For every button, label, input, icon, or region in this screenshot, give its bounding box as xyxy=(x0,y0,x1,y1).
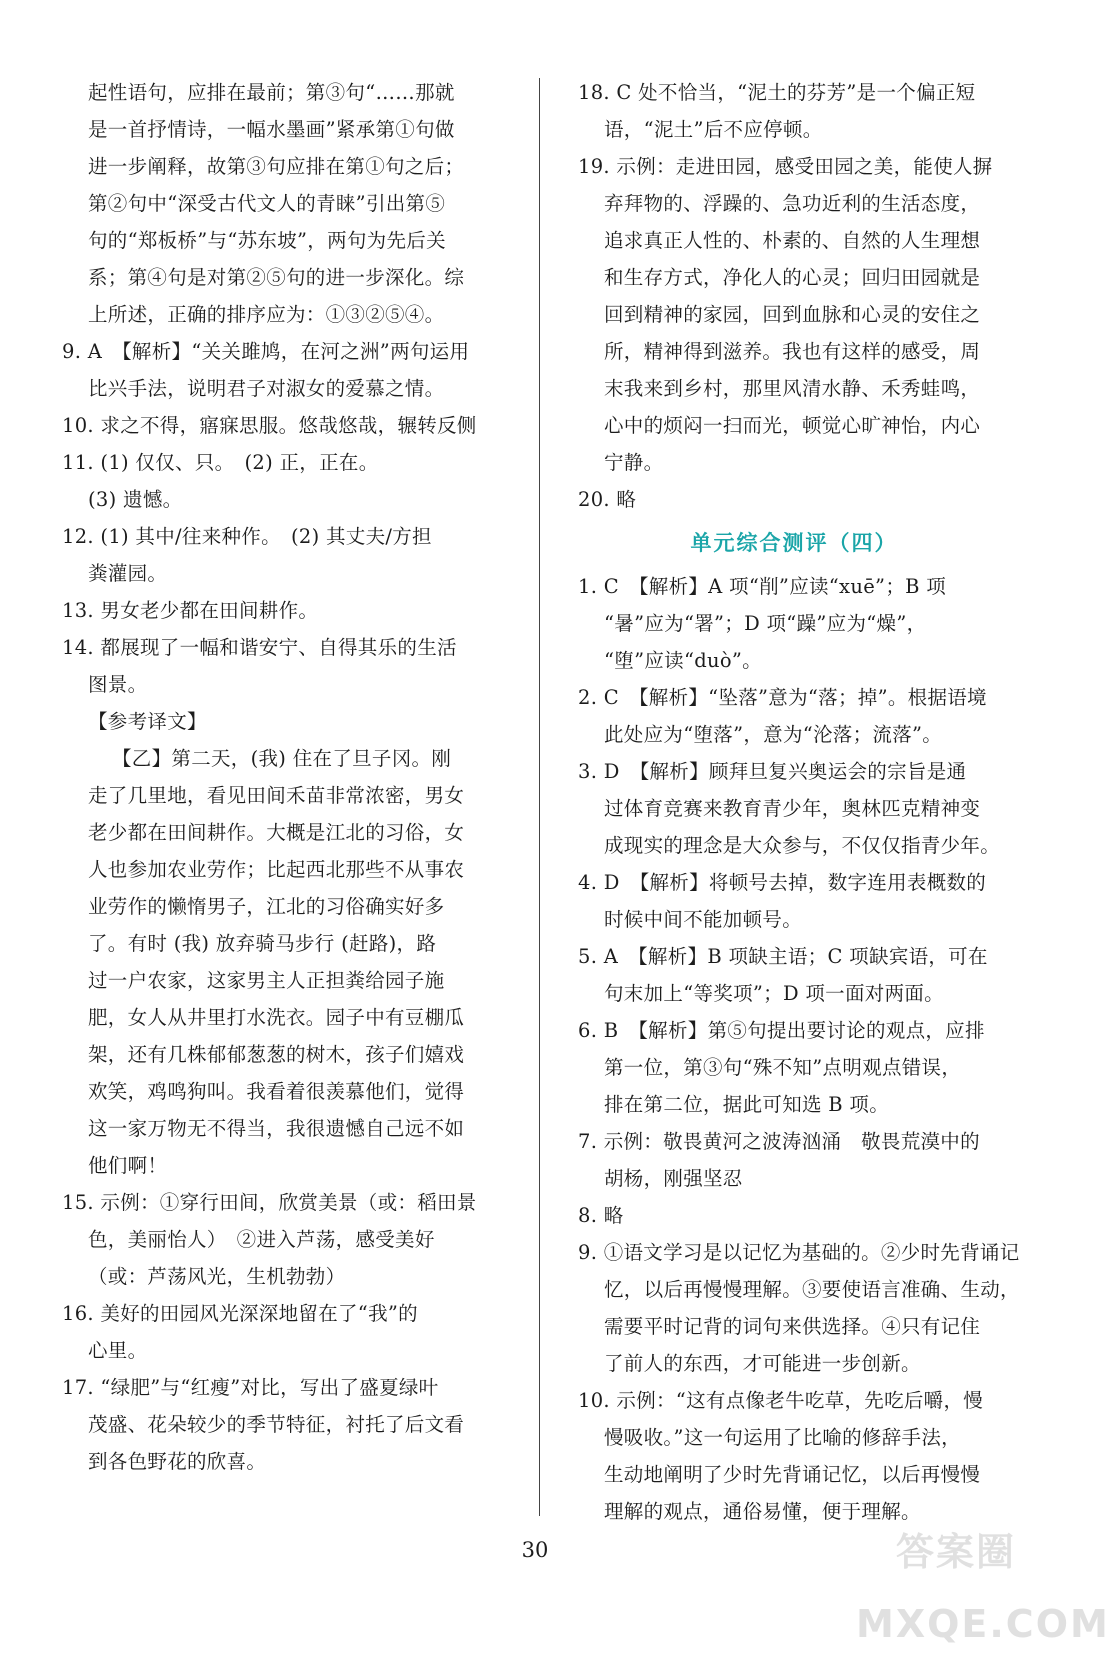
text-line: 胡杨，刚强坚忍 xyxy=(604,1167,743,1190)
text-line: 弃拜物的、浮躁的、急功近利的生活态度， xyxy=(604,192,981,215)
text-line: 10. 示例：“这有点像老牛吃草，先吃后嚼，慢 xyxy=(578,1389,984,1412)
text-line: 宁静。 xyxy=(604,451,664,474)
text-line: 语，“泥土”后不应停顿。 xyxy=(604,118,823,141)
text-line: 17. “绿肥”与“红瘦”对比，写出了盛夏绿叶 xyxy=(62,1376,439,1399)
text-line: 过一户农家，这家男主人正担粪给园子施 xyxy=(88,969,445,992)
text-line: 9. A 【解析】“关关雎鸠，在河之洲”两句运用 xyxy=(62,340,470,363)
text-line: “堕”应读“duò”。 xyxy=(604,649,762,672)
text-line: 进一步阐释，故第③句应排在第①句之后； xyxy=(88,155,465,178)
text-line: 肥，女人从井里打水洗衣。园子中有豆棚瓜 xyxy=(88,1006,465,1029)
text-line: 14. 都展现了一幅和谐安宁、自得其乐的生活 xyxy=(62,636,457,659)
text-line: (3) 遗憾。 xyxy=(88,488,183,511)
text-line: 心中的烦闷一扫而光，顿觉心旷神怡，内心 xyxy=(604,414,981,437)
text-line: 5. A 【解析】B 项缺主语；C 项缺宾语，可在 xyxy=(578,945,988,968)
text-line: 时候中间不能加顿号。 xyxy=(604,908,803,931)
text-line: 第②句中“深受古代文人的青睐”引出第⑤ xyxy=(88,192,446,215)
text-line: 10. 求之不得，寤寐思服。悠哉悠哉，辗转反侧 xyxy=(62,414,477,437)
text-line: 图景。 xyxy=(88,673,148,696)
page-number: 30 xyxy=(521,1538,549,1562)
text-line: 老少都在田间耕作。大概是江北的习俗，女 xyxy=(88,821,465,844)
text-line: 20. 略 xyxy=(578,488,637,511)
text-line: 15. 示例：①穿行田间，欣赏美景（或：稻田景 xyxy=(62,1191,477,1214)
right-column xyxy=(578,74,1020,1530)
text-line: 追求真正人性的、朴素的、自然的人生理想 xyxy=(604,229,981,252)
text-line: 起性语句，应排在最前；第③句“……那就 xyxy=(88,81,455,104)
text-line: 4. D 【解析】将顿号去掉，数字连用表概数的 xyxy=(578,871,987,894)
column-divider xyxy=(539,78,540,1516)
text-line: 了。有时 (我) 放弃骑马步行 (赶路)，路 xyxy=(88,932,437,955)
text-line: 上所述，正确的排序应为：①③②⑤④。 xyxy=(88,303,445,326)
text-line: 此处应为“堕落”，意为“沦落；流落”。 xyxy=(604,723,943,746)
text-line: 8. 略 xyxy=(578,1204,624,1227)
text-line: 9. ①语文学习是以记忆为基础的。②少时先背诵记 xyxy=(578,1241,1020,1264)
text-line: 回到精神的家园，回到血脉和心灵的安住之 xyxy=(604,303,981,326)
text-line: 3. D 【解析】顾拜旦复兴奥运会的宗旨是通 xyxy=(578,760,967,783)
text-line: 1. C 【解析】A 项“削”应读“xuē”；B 项 xyxy=(578,575,947,598)
text-line: 19. 示例：走进田园，感受田园之美，能使人摒 xyxy=(578,155,993,178)
text-line: 这一家万物无不得当，我很遗憾自己远不如 xyxy=(88,1117,465,1140)
text-line: 系；第④句是对第②⑤句的进一步深化。综 xyxy=(88,266,465,289)
text-line: 排在第二位，据此可知选 B 项。 xyxy=(604,1093,890,1116)
text-line: （或：芦荡风光，生机勃勃） xyxy=(88,1265,346,1288)
text-line: 2. C 【解析】“坠落”意为“落；掉”。根据语境 xyxy=(578,686,987,709)
text-line: 色，美丽怡人） ②进入芦荡，感受美好 xyxy=(88,1228,435,1251)
text-line: 比兴手法，说明君子对淑女的爱慕之情。 xyxy=(88,377,445,400)
text-line: 走了几里地，看见田间禾苗非常浓密，男女 xyxy=(88,784,465,807)
text-line: 理解的观点，通俗易懂，便于理解。 xyxy=(604,1500,921,1523)
text-line: 和生存方式，净化人的心灵；回归田园就是 xyxy=(604,266,981,289)
text-line: 生动地阐明了少时先背诵记忆，以后再慢慢 xyxy=(604,1463,981,1486)
text-line: 粪灌园。 xyxy=(88,562,168,585)
text-line: 他们啊！ xyxy=(88,1154,168,1177)
section-heading: 单元综合测评（四） xyxy=(690,531,898,555)
text-line: 【参考译文】 xyxy=(88,710,207,733)
text-line: 架，还有几株郁郁葱葱的树木，孩子们嬉戏 xyxy=(88,1043,465,1066)
text-line: 业劳作的懒惰男子，江北的习俗确实好多 xyxy=(88,895,445,918)
text-line: 忆，以后再慢慢理解。③要使语言准确、生动， xyxy=(604,1278,1020,1301)
text-line: 6. B 【解析】第⑤句提出要讨论的观点，应排 xyxy=(578,1019,985,1042)
text-line: 12. (1) 其中/往来种作。 (2) 其丈夫/方担 xyxy=(62,525,432,548)
text-line: 心里。 xyxy=(88,1339,148,1362)
text-line: 欢笑，鸡鸣狗叫。我看着很羡慕他们，觉得 xyxy=(88,1080,465,1103)
text-line: 末我来到乡村，那里风清水静、禾秀蛙鸣， xyxy=(604,377,981,400)
text-line: 过体育竞赛来教育青少年，奥林匹克精神变 xyxy=(604,797,981,820)
text-line: 7. 示例：敬畏黄河之波涛汹涌 敬畏荒漠中的 xyxy=(578,1130,980,1153)
right-column-top xyxy=(578,74,1010,518)
watermark-logo xyxy=(856,1516,1110,1646)
text-line: 11. (1) 仅仅、只。 (2) 正，正在。 xyxy=(62,451,379,474)
text-line: 是一首抒情诗，一幅水墨画”紧承第①句做 xyxy=(88,118,455,141)
text-line: 了前人的东西，才可能进一步创新。 xyxy=(604,1352,921,1375)
right-column-bottom xyxy=(578,568,1020,1530)
text-line: 第一位，第③句“殊不知”点明观点错误， xyxy=(604,1056,962,1079)
left-column xyxy=(62,74,500,1480)
watermark-text: 答案圈 MXQE.COM xyxy=(856,1530,1110,1646)
text-line: 16. 美好的田园风光深深地留在了“我”的 xyxy=(62,1302,418,1325)
text-line: 18. C 处不恰当，“泥土的芬芳”是一个偏正短 xyxy=(578,81,976,104)
text-line: 【乙】第二天，(我) 住在了旦子冈。刚 xyxy=(112,747,452,770)
text-line: 茂盛、花朵较少的季节特征，衬托了后文看 xyxy=(88,1413,465,1436)
text-line: “暑”应为“署”；D 项“躁”应为“燥”， xyxy=(604,612,927,635)
text-line: 句末加上“等奖项”；D 项一面对两面。 xyxy=(604,982,944,1005)
text-line: 成现实的理念是大众参与，不仅仅指青少年。 xyxy=(604,834,1001,857)
text-line: 人也参加农业劳作；比起西北那些不从事农 xyxy=(88,858,465,881)
text-line: 慢吸收。”这一句运用了比喻的修辞手法， xyxy=(604,1426,961,1449)
text-line: 句的“郑板桥”与“苏东坡”，两句为先后关 xyxy=(88,229,446,252)
text-line: 13. 男女老少都在田间耕作。 xyxy=(62,599,319,622)
text-line: 到各色野花的欣喜。 xyxy=(88,1450,267,1473)
text-line: 所，精神得到滋养。我也有这样的感受，周 xyxy=(604,340,981,363)
text-line: 需要平时记背的词句来供选择。④只有记住 xyxy=(604,1315,981,1338)
